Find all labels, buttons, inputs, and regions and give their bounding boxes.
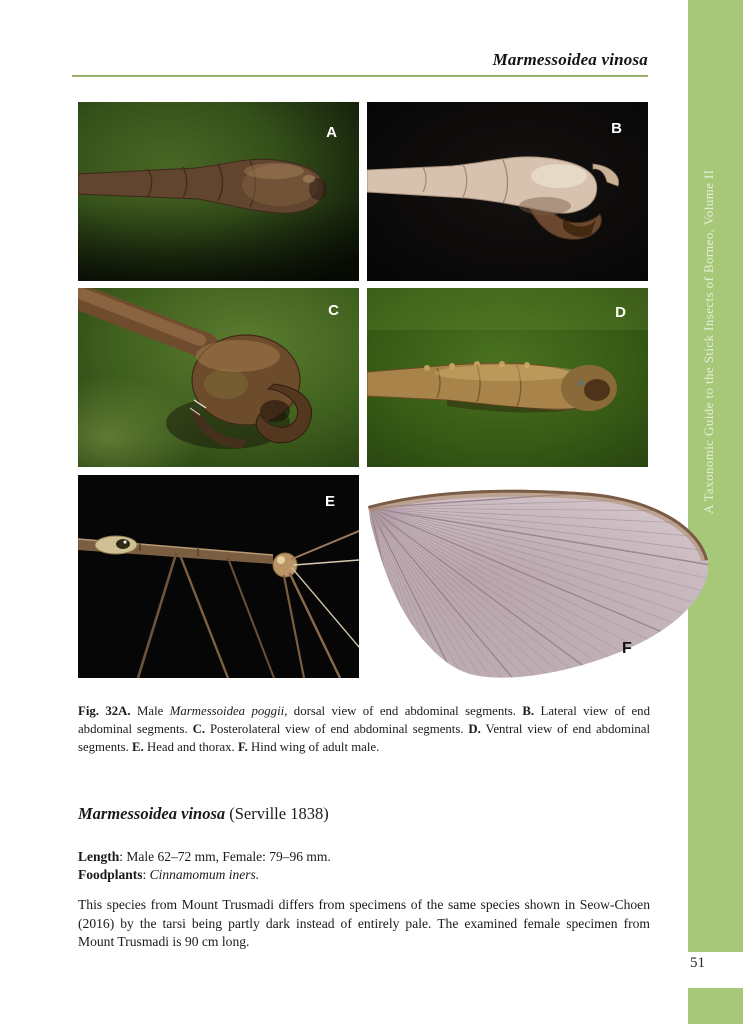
page-number: 51 (690, 955, 705, 971)
header-rule (72, 75, 648, 77)
photo-c-image (78, 288, 359, 467)
photo-panel-a-dorsal-abdomen (78, 102, 359, 281)
panel-label-d: D (615, 304, 626, 321)
panel-label-c: C (328, 302, 339, 319)
photo-panel-d-ventral-abdomen (367, 288, 648, 467)
photo-b-image (367, 102, 648, 281)
species-facts (78, 848, 331, 884)
figure-caption: Fig. 32A. Male Marmessoidea poggii, dorsal view of end abdominal segments. B. Lateral view of end abdominal segments. C. Posterolateral view of end abdominal segments. D. Ventral view of end abdominal segments. E. Head and thorax. F. Hind wing of adult male. (78, 703, 651, 754)
panel-label-b: B (611, 120, 622, 137)
species-description: This species from Mount Trusmadi differs from specimens of the same species shown in Seow-Choen (2016) by the tarsi being partly dark instead of entirely pale. The examined female specimen from Mount Trusmadi is 90 cm long. (78, 897, 650, 950)
foodplants-line: Foodplants: Cinnamomum iners. (78, 867, 260, 882)
photo-panel-e-head-thorax (78, 475, 359, 678)
photo-panel-f-hind-wing (356, 478, 720, 690)
photo-a-image (78, 102, 359, 281)
running-header-species-title: Marmessoidea vinosa (492, 50, 648, 69)
panel-label-f: F (622, 640, 632, 657)
species-heading: Marmessoidea vinosa (Serville 1838) (78, 804, 329, 823)
sidebar-band (688, 0, 743, 952)
photo-panel-c-posterolateral-abdomen (78, 288, 359, 467)
panel-label-a: A (326, 124, 337, 141)
photo-e-image (78, 475, 359, 678)
sidebar-band-bottom (688, 988, 743, 1024)
panel-label-e: E (324, 493, 335, 510)
photo-panel-b-lateral-abdomen (367, 102, 648, 281)
photo-d-image (367, 288, 648, 467)
length-line: Length: Male 62–72 mm, Female: 79–96 mm. (78, 849, 331, 864)
sidebar-book-title: A Taxonomic Guide to the Stick Insects of Borneo, Volume II (701, 169, 716, 514)
